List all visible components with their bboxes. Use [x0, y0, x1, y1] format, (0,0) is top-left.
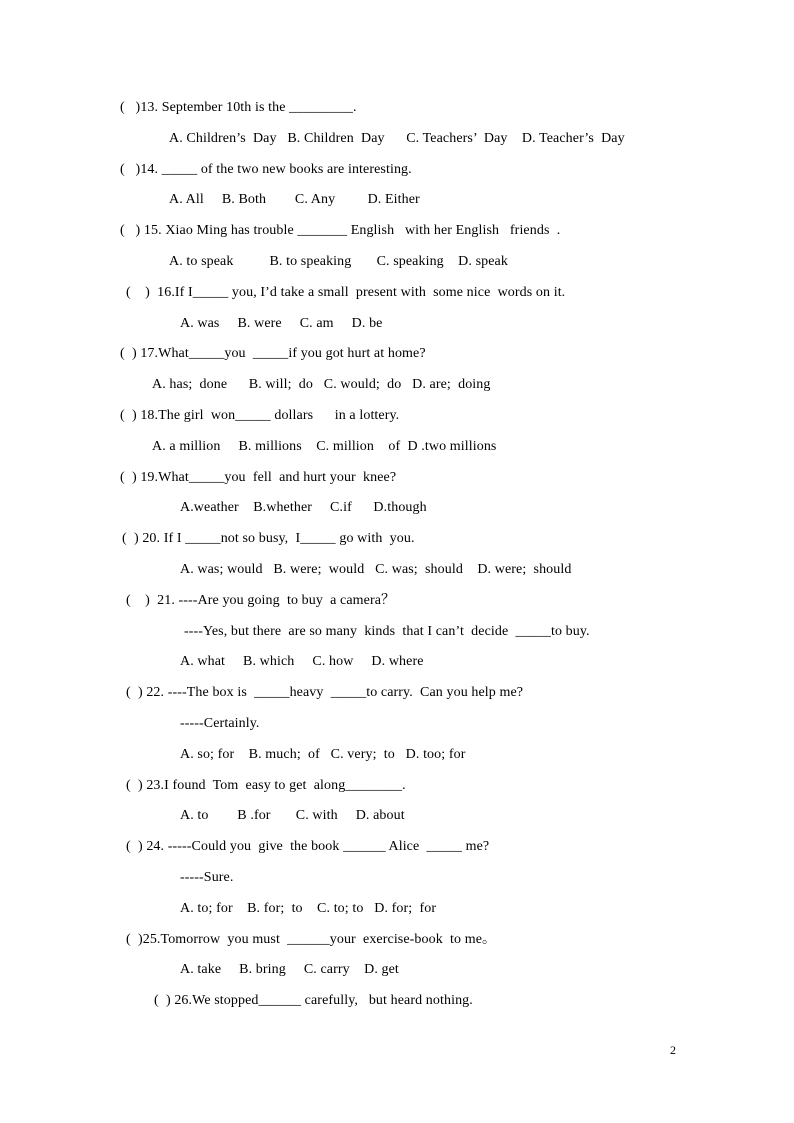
question-22-stem: ( ) 22. ----The box is _____heavy _____to carry. Can you help me? — [126, 685, 524, 700]
question-18-options: A. a million B. millions C. million of D .two millions — [152, 439, 497, 454]
question-22-reply: -----Certainly. — [180, 716, 260, 731]
question-23-stem: ( ) 23.I found Tom easy to get along________. — [126, 778, 406, 793]
question-24-reply: -----Sure. — [180, 870, 234, 885]
question-14-stem: ( )14. _____ of the two new books are interesting. — [120, 162, 412, 177]
question-24-options: A. to; for B. for; to C. to; to D. for; for — [180, 901, 437, 916]
question-26-stem: ( ) 26.We stopped______ carefully, but heard nothing. — [154, 993, 473, 1008]
question-20-options: A. was; would B. were; would C. was; should D. were; should — [180, 562, 572, 577]
question-15-stem: ( ) 15. Xiao Ming has trouble _______ English with her English friends . — [120, 223, 561, 238]
question-16-options: A. was B. were C. am D. be — [180, 316, 383, 331]
question-25-stem: ( )25.Tomorrow you must ______your exercise-book to me。 — [126, 932, 497, 947]
question-21-stem: ( ) 21. ----Are you going to buy a camera？ — [126, 593, 396, 608]
question-20-stem: ( ) 20. If I _____not so busy, I_____ go with you. — [122, 531, 415, 546]
question-13-stem: ( )13. September 10th is the _________. — [120, 100, 357, 115]
question-21-options: A. what B. which C. how D. where — [180, 654, 424, 669]
question-16-stem: ( ) 16.If I_____ you, I’d take a small present with some nice words on it. — [126, 285, 566, 300]
question-19-stem: ( ) 19.What_____you fell and hurt your knee? — [120, 470, 397, 485]
question-25-options: A. take B. bring C. carry D. get — [180, 962, 399, 977]
question-19-options: A.weather B.whether C.if D.though — [180, 500, 427, 515]
question-14-options: A. All B. Both C. Any D. Either — [169, 192, 420, 207]
question-17-stem: ( ) 17.What_____you _____if you got hurt at home? — [120, 346, 426, 361]
question-21-reply: ----Yes, but there are so many kinds that I can’t decide _____to buy. — [184, 624, 590, 639]
question-24-stem: ( ) 24. -----Could you give the book ______ Alice _____ me? — [126, 839, 490, 854]
page-number: 2 — [670, 1043, 676, 1057]
question-22-options: A. so; for B. much; of C. very; to D. too; for — [180, 747, 466, 762]
question-15-options: A. to speak B. to speaking C. speaking D. speak — [169, 254, 508, 269]
question-13-options: A. Children’s Day B. Children Day C. Teachers’ Day D. Teacher’s Day — [169, 131, 625, 146]
question-18-stem: ( ) 18.The girl won_____ dollars in a lottery. — [120, 408, 400, 423]
question-23-options: A. to B .for C. with D. about — [180, 808, 405, 823]
question-17-options: A. has; done B. will; do C. would; do D. are; doing — [152, 377, 491, 392]
